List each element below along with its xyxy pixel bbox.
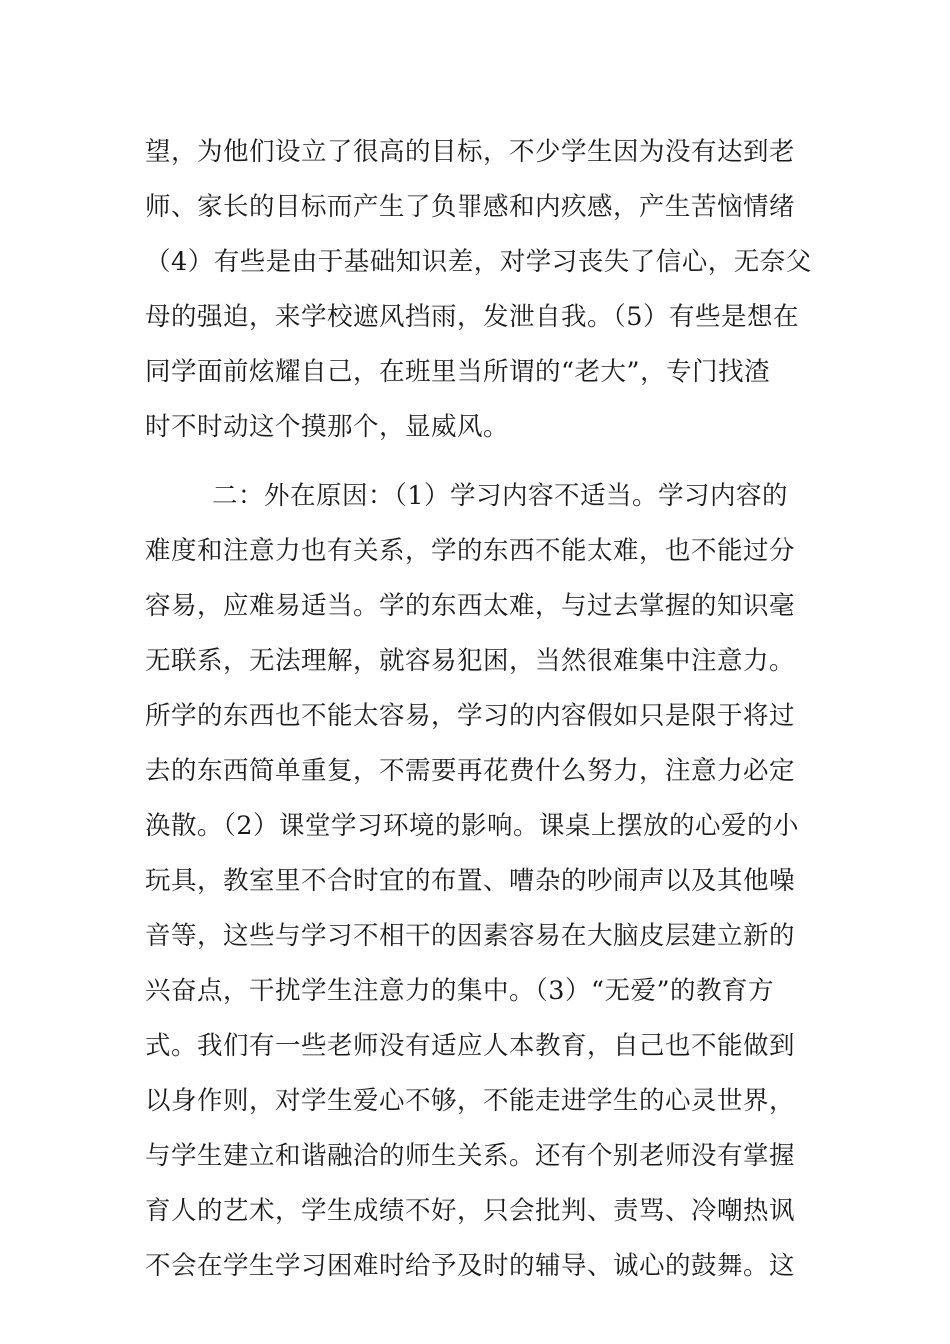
text-line: 兴奋点，干扰学生注意力的集中。（3）“无爱”的教育方 — [145, 976, 775, 1006]
text-line: 育人的艺术，学生成绩不好，只会批判、责骂、冷嘲热讽 — [145, 1196, 796, 1226]
text-line: （4）有些是由于基础知识差，对学习丧失了信心，无奈父 — [145, 247, 812, 277]
text-line: 式。我们有一些老师没有适应人本教育，自己也不能做到 — [145, 1031, 796, 1061]
text-line: 同学面前炫耀自己，在班里当所谓的“老大”，专门找渣 — [145, 357, 771, 387]
text-line: 以身作则，对学生爱心不够，不能走进学生的心灵世界， — [145, 1086, 796, 1116]
text-line: 二：外在原因：（1）学习内容不适当。学习内容的 — [212, 481, 788, 511]
text-line: 师、家长的目标而产生了负罪感和内疚感，产生苦恼情绪 — [145, 192, 796, 222]
text-line: 所学的东西也不能太容易，学习的内容假如只是限于将过 — [145, 701, 796, 731]
text-line: 无联系，无法理解，就容易犯困，当然很难集中注意力。 — [145, 646, 796, 676]
text-line: 望，为他们设立了很高的目标，不少学生因为没有达到老 — [145, 137, 796, 167]
text-line: 不会在学生学习困难时给予及时的辅导、诚心的鼓舞。这 — [145, 1251, 796, 1281]
text-line: 去的东西简单重复，不需要再花费什么努力，注意力必定 — [145, 756, 796, 786]
text-line: 难度和注意力也有关系，学的东西不能太难，也不能过分 — [145, 536, 796, 566]
text-line: 涣散。（2）课堂学习环境的影响。课桌上摆放的心爱的小 — [145, 811, 799, 841]
text-line: 音等，这些与学习不相干的因素容易在大脑皮层建立新的 — [145, 921, 796, 951]
text-line: 玩具，教室里不合时宜的布置、嘈杂的吵闹声以及其他噪 — [145, 866, 796, 896]
text-line: 母的强迫，来学校遮风挡雨，发泄自我。（5）有些是想在 — [145, 302, 799, 332]
text-line: 与学生建立和谐融洽的师生关系。还有个别老师没有掌握 — [145, 1141, 796, 1171]
text-line: 容易，应难易适当。学的东西太难，与过去掌握的知识毫 — [145, 591, 796, 621]
text-line: 时不时动这个摸那个，显威风。 — [145, 412, 510, 442]
